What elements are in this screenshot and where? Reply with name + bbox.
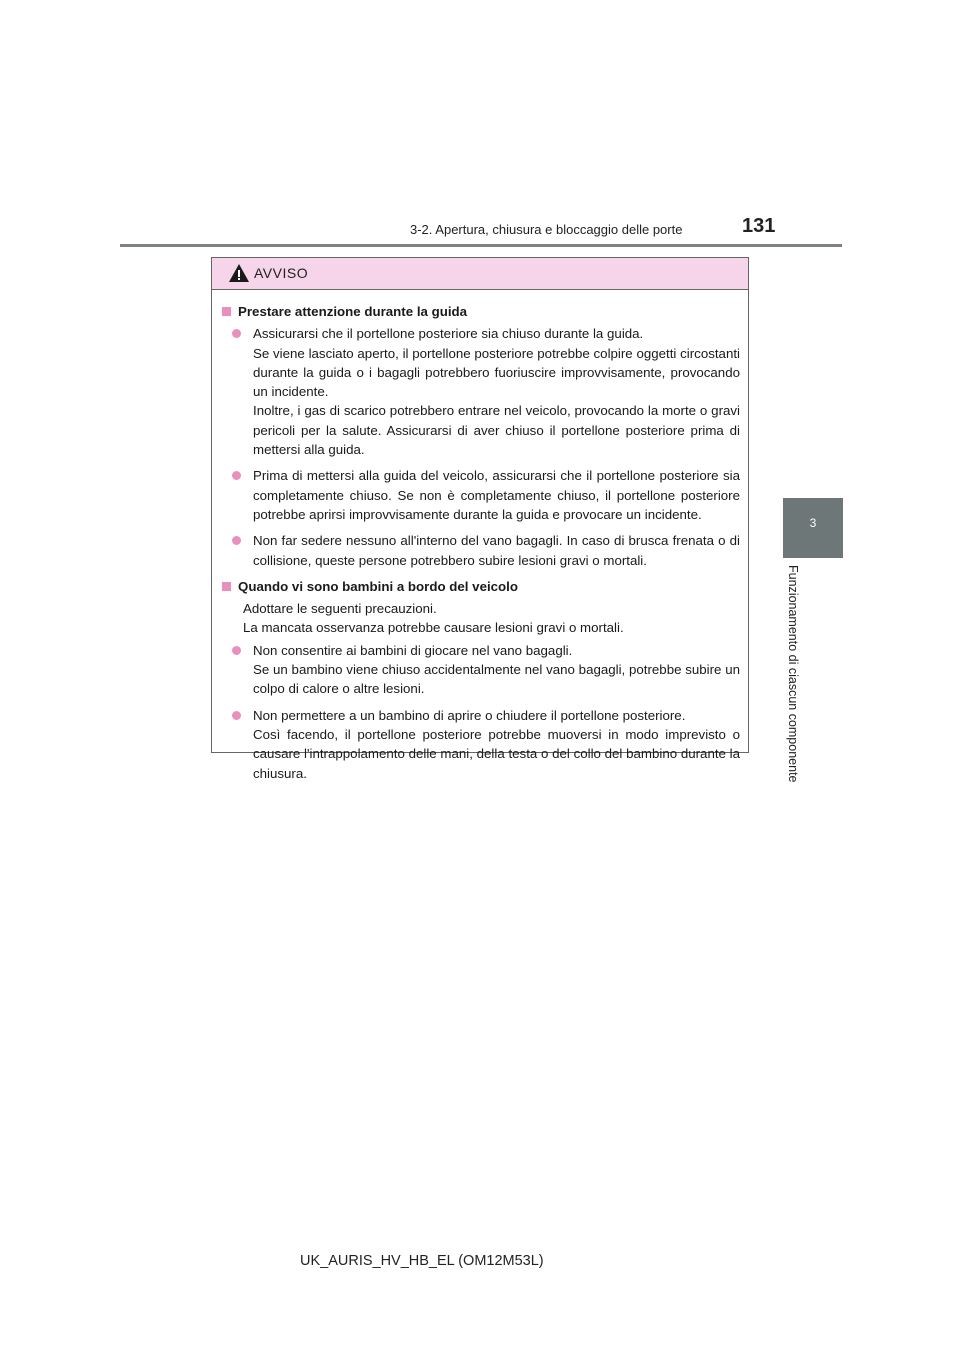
intro-line: Adottare le seguenti precauzioni. — [243, 601, 437, 617]
square-bullet-icon — [222, 307, 231, 316]
bullet-line: Così facendo, il portellone posteriore potrebbe muoversi in modo imprevisto o causare l'intrappolamento delle mani, della testa o del collo del bambino durante la chiusura. — [253, 726, 740, 781]
round-bullet-icon — [232, 646, 241, 655]
warning-bullet — [243, 324, 740, 459]
bullet-line: Inoltre, i gas di scarico potrebbero entrare nel veicolo, provocando la morte o gravi pericoli per la salute. Assicurarsi di aver chiuso il portellone posteriore prima di mettersi alla guida. — [253, 403, 740, 458]
warning-section-title-text: Prestare attenzione durante la guida — [238, 304, 468, 319]
page-number: 131 — [742, 215, 776, 237]
warning-bullet — [243, 531, 740, 570]
intro-line: La mancata osservanza potrebbe causare lesioni gravi o mortali. — [243, 620, 624, 636]
warning-section-title-text: Quando vi sono bambini a bordo del veicolo — [238, 578, 519, 594]
warning-bullet — [243, 706, 740, 783]
bullet-line: Prima di mettersi alla guida del veicolo, assicurarsi che il portellone posteriore sia completamente chiuso. Se non è completamente chiuso, il portellone posteriore potrebbe aprirsi improvvisamente durante la guida e provocare un incidente. — [253, 468, 740, 522]
warning-box — [211, 257, 749, 781]
chapter-number: 3 — [809, 516, 817, 530]
warning-label: AVVISO — [254, 265, 309, 281]
chapter-tab — [783, 498, 843, 558]
bullet-line: Non permettere a un bambino di aprire o chiudere il portellone posteriore. — [253, 707, 686, 723]
warning-section-title — [222, 577, 740, 596]
bullet-line: Se un bambino viene chiuso accidentalmente nel vano bagagli, potrebbe subire un colpo di calore o altre lesioni. — [253, 662, 740, 697]
chapter-side-label — [786, 565, 802, 795]
round-bullet-icon — [232, 329, 241, 338]
warning-body — [212, 290, 748, 783]
bullet-line: Non far sedere nessuno all'interno del vano bagagli. In caso di brusca frenata o di collisione, queste persone potrebbero subire lesioni gravi o mortali. — [253, 533, 740, 568]
header-rule — [120, 244, 842, 247]
square-bullet-icon — [222, 582, 231, 591]
chapter-side-label-text: Funzionamento di ciascun componente — [786, 565, 800, 783]
warning-header — [212, 258, 748, 290]
warning-bullet — [243, 466, 740, 524]
warning-section-intro — [243, 599, 740, 638]
round-bullet-icon — [232, 536, 241, 545]
section-title: 3-2. Apertura, chiusura e bloccaggio delle porte — [410, 222, 683, 237]
footer-code: UK_AURIS_HV_HB_EL (OM12M53L) — [300, 1253, 544, 1269]
round-bullet-icon — [232, 711, 241, 720]
round-bullet-icon — [232, 471, 241, 480]
bullet-line: Assicurarsi che il portellone posteriore sia chiuso durante la guida. — [253, 326, 644, 342]
warning-bullet — [243, 641, 740, 699]
warning-section-title — [222, 302, 740, 321]
bullet-line: Se viene lasciato aperto, il portellone posteriore potrebbe colpire oggetti circostanti durante la guida o i bagagli potrebbero fuoriuscire improvvisamente, provocando un incidente. — [253, 345, 740, 400]
bullet-line: Non consentire ai bambini di giocare nel vano bagagli. — [253, 642, 573, 658]
warning-triangle-icon — [228, 263, 250, 283]
